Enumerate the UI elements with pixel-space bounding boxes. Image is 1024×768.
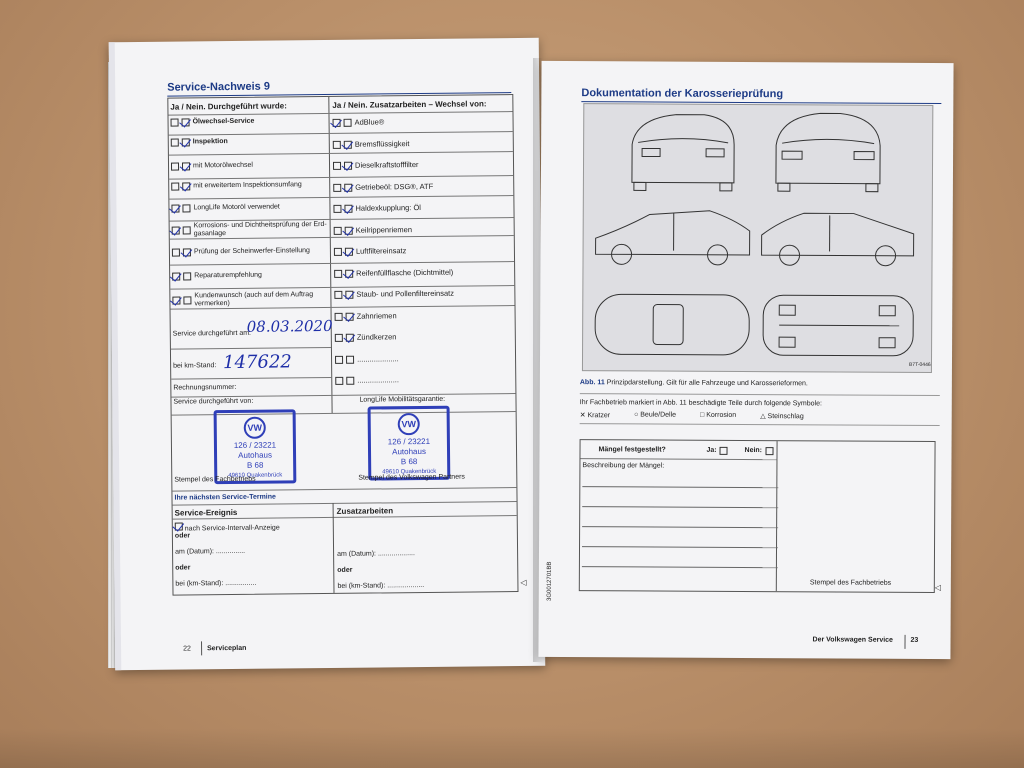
extra-work-label: AdBlue® [354,117,385,127]
checkbox-yes[interactable] [171,139,179,147]
figure-label: Abb. 11 [579,379,605,387]
extra-work-item [333,139,511,149]
yes-option [707,447,728,455]
row-rule [169,175,513,180]
checkbox[interactable] [175,523,183,531]
service-item [171,117,327,127]
extra-work-item [334,268,512,278]
row-rule [169,131,513,136]
extra-work-item [334,246,512,256]
triangle-marker-icon: ◁ [520,577,527,587]
extra-work-item [334,289,512,299]
service-item-label: Prüfung der Scheinwerfer-Einstellung [193,247,310,256]
page-number: 23 [910,636,919,644]
row-rule [170,217,514,222]
figure-caption-text: Prinzipdarstellung. Gilt für alle Fahrzeuge und Karosserieformen. [606,379,808,388]
service-item-label: Inspektion [192,138,228,146]
next-event [175,522,280,533]
checkbox-no[interactable] [183,296,191,304]
table-surface [0,728,1024,768]
checkbox-yes[interactable] [333,119,341,127]
damage-symbol: □ Korrosion [700,411,737,419]
page-number: 22 [183,645,191,653]
no-option [745,447,774,455]
writing-line [582,506,778,508]
row-rule [170,261,514,266]
checkbox-no[interactable] [344,140,352,148]
checkbox-no[interactable] [183,272,191,280]
damage-symbol: △ Steinschlag [760,413,804,421]
next-km: bei (km-Stand): ................ [175,579,257,588]
service-item [172,247,328,257]
stamp-label: Stempel des Fachbetriebs [809,579,892,587]
writing-line [582,526,778,528]
service-item-label: Ölwechsel-Service [192,117,255,126]
right-column-header: Ja / Nein. Zusatzarbeiten – Wechsel von: [332,99,487,110]
or-label: oder [337,566,353,574]
checkbox-no[interactable] [182,118,190,126]
checkbox-no[interactable] [344,119,352,127]
service-date-label: Service durchgeführt am: [172,329,252,338]
service-date-handwritten: 08.03.2020 [246,316,333,336]
checkbox-no[interactable] [183,226,191,234]
car-outline-icon [583,104,932,372]
service-item [172,271,328,281]
extra-work-label: Luftfiltereinsatz [355,246,407,256]
service-by-label: Service durchgeführt von: [173,397,254,406]
damage-symbol: ✕ Kratzer [579,412,611,420]
extra-work-item [333,182,511,192]
checkbox-yes[interactable] [171,205,179,213]
checkbox-no[interactable] [346,334,354,342]
checkbox-no[interactable] [344,162,352,170]
footer-divider [904,635,905,649]
checkbox-yes[interactable] [172,273,180,281]
header-rule [168,111,512,116]
extra-work-label: Zündkerzen [356,332,397,342]
extra-date: am (Datum): ................... [337,550,415,558]
row-rule [169,151,513,156]
footer-title: Der Volkswagen Service [812,636,893,644]
checkbox-no[interactable] [182,162,190,170]
service-item [171,181,327,191]
extra-work-item [334,225,512,235]
page-footer: Serviceplan [207,644,247,653]
stamp-left-label: Stempel des Fachbetriebs [174,475,256,484]
row-rule [580,458,776,460]
checkbox-no[interactable] [346,312,354,320]
or-label: oder [175,564,191,572]
checkbox-yes[interactable] [335,312,343,320]
writing-line [582,546,778,548]
extra-work-item [335,332,513,342]
checkbox-no[interactable] [345,248,353,256]
service-item [172,291,328,309]
checkbox-no[interactable] [344,205,352,213]
stamp-line1: Autohaus [238,450,273,460]
checkbox-yes[interactable] [172,249,180,257]
page-title: Service-Nachweis 9 [167,80,270,94]
legend-rule [580,423,940,426]
stamp-line3: 49610 Quakenbrück [382,468,437,476]
checkbox-yes[interactable] [172,297,180,305]
service-item-label: Kundenwunsch (auch auf dem Auftrag vermerken) [194,291,314,308]
stamp-code: 126 / 23221 [233,440,277,450]
extra-work-label: .................... [357,375,400,385]
instructions: Ihr Fachbetrieb markiert in Abb. 11 beschädigte Teile durch folgende Symbole: [579,399,822,408]
km-label: bei km-Stand: [173,362,217,370]
extra-work-label: .................... [357,353,399,364]
longlife-label: LongLife Mobilitätsgarantie: [359,395,446,404]
extra-work-item [333,203,511,213]
row-rule [171,347,331,350]
yes-checkbox[interactable] [720,447,728,455]
no-checkbox[interactable] [765,447,773,455]
checkbox-no[interactable] [345,291,353,299]
checkbox-no[interactable] [344,183,352,191]
extra-work-label: Reifenfüllflasche (Dichtmittel) [356,267,454,278]
extra-work-item [335,311,513,321]
or-label: oder [174,532,191,540]
stamp-right-label: Stempel des Volkswagen Partners [358,473,465,482]
extra-km: bei (km-Stand): ................... [337,581,425,590]
km-handwritten: 147622 [222,351,292,374]
next-col-event: Service-Ereignis [174,507,238,518]
checkbox-yes[interactable] [334,291,342,299]
checkbox-yes[interactable] [334,226,342,234]
service-item-label: mit erweitertem Inspektionsumfang [193,181,302,190]
vw-logo-icon: VW [398,413,420,435]
checkbox-yes[interactable] [335,377,343,385]
extra-work-label: Dieselkraftstofffilter [354,160,419,170]
image-code: B7T-0446 [908,361,931,368]
checkbox-yes[interactable] [335,355,343,363]
checkbox-no[interactable] [345,269,353,277]
stamp-line2: B 68 [246,460,264,470]
checkbox-no[interactable] [345,226,353,234]
defects-question: Mängel festgestellt? [598,446,666,454]
checkbox-no[interactable] [182,182,190,190]
row-rule [171,377,331,380]
service-item-label: LongLife Motoröl verwendet [193,203,280,212]
dealer-stamp-right [368,406,451,481]
service-item-label: Korrosions- und Dichtheitsprüfung der Erd-gasanlage [193,220,327,238]
checkbox-yes[interactable] [333,162,341,170]
damage-symbol: ○ Beule/Delle [634,411,677,419]
next-col-extra: Zusatzarbeiten [336,506,394,516]
page-title: Dokumentation der Karosserieprüfung [581,87,784,101]
checkbox-yes[interactable] [335,334,343,342]
next-date: am (Datum): ............... [175,547,246,556]
side-code: 3G0012701BB [546,561,553,601]
row-rule [173,501,517,506]
symbol-legend [580,411,804,420]
defects-description-label: Beschreibung der Mängel: [582,462,665,470]
extra-work-item [333,117,511,127]
checkbox-yes[interactable] [172,227,180,235]
vw-logo-icon: VW [244,417,266,439]
service-item [171,203,327,213]
left-column-header: Ja / Nein. Durchgeführt wurde: [170,101,287,112]
right-page [538,61,953,659]
writing-line [582,566,778,568]
checkbox-yes[interactable] [171,119,179,127]
caption-rule [580,393,940,396]
checkbox-yes[interactable] [333,140,341,148]
extra-work-item [335,354,513,364]
next-service-title: Ihre nächsten Service-Termine [174,493,276,502]
no-label: Nein: [744,446,763,455]
checkbox-no[interactable] [182,138,190,146]
writing-line [582,486,778,488]
defects-form [579,439,936,593]
service-item-label: Reparaturempfehlung [194,271,262,280]
row-rule [171,393,515,398]
stamp-line1: Autohaus [392,446,426,457]
column-divider [776,441,778,591]
figure-caption [580,379,808,387]
checkbox-yes[interactable] [333,205,341,213]
row-rule [172,487,516,492]
extra-work-label: Haldexkupplung: Öl [355,203,421,213]
stamp-line3: 49610 Quakenbrück [228,472,283,480]
extra-work-item [333,160,511,170]
checkbox-yes[interactable] [171,183,179,191]
extra-work-label: Keilrippenriemen [355,224,413,235]
footer-divider [201,641,202,655]
yes-label: Ja: [706,446,717,454]
checkbox-no[interactable] [346,355,354,363]
invoice-label: Rechnungsnummer: [173,383,237,392]
checkbox-no[interactable] [346,377,354,385]
service-item [171,137,327,147]
triangle-marker-icon: ◁ [934,582,941,593]
service-item-label: mit Motorölwechsel [192,161,253,170]
checkbox-yes[interactable] [334,248,342,256]
service-form [167,94,518,596]
extra-work-label: Getriebeöl: DSG®, ATF [355,181,434,192]
checkbox-no[interactable] [183,248,191,256]
checkbox-yes[interactable] [334,269,342,277]
extra-work-label: Staub- und Pollenfiltereinsatz [356,288,454,299]
checkbox-yes[interactable] [333,183,341,191]
checkbox-yes[interactable] [171,163,179,171]
stamp-code: 126 / 23221 [387,436,431,447]
service-item [171,161,327,171]
extra-work-item [335,375,513,385]
extra-work-label: Bremsflüssigkeit [354,138,410,149]
row-rule [169,195,513,200]
stamp-line2: B 68 [400,457,418,467]
next-event-label: nach Service-Intervall-Anzeige [184,524,280,533]
left-page [109,38,546,670]
extra-work-label: Zahnriemen [356,310,397,321]
service-item [172,221,328,239]
checkbox-no[interactable] [182,204,190,212]
dealer-stamp-left [214,409,297,484]
car-diagram [582,103,933,373]
